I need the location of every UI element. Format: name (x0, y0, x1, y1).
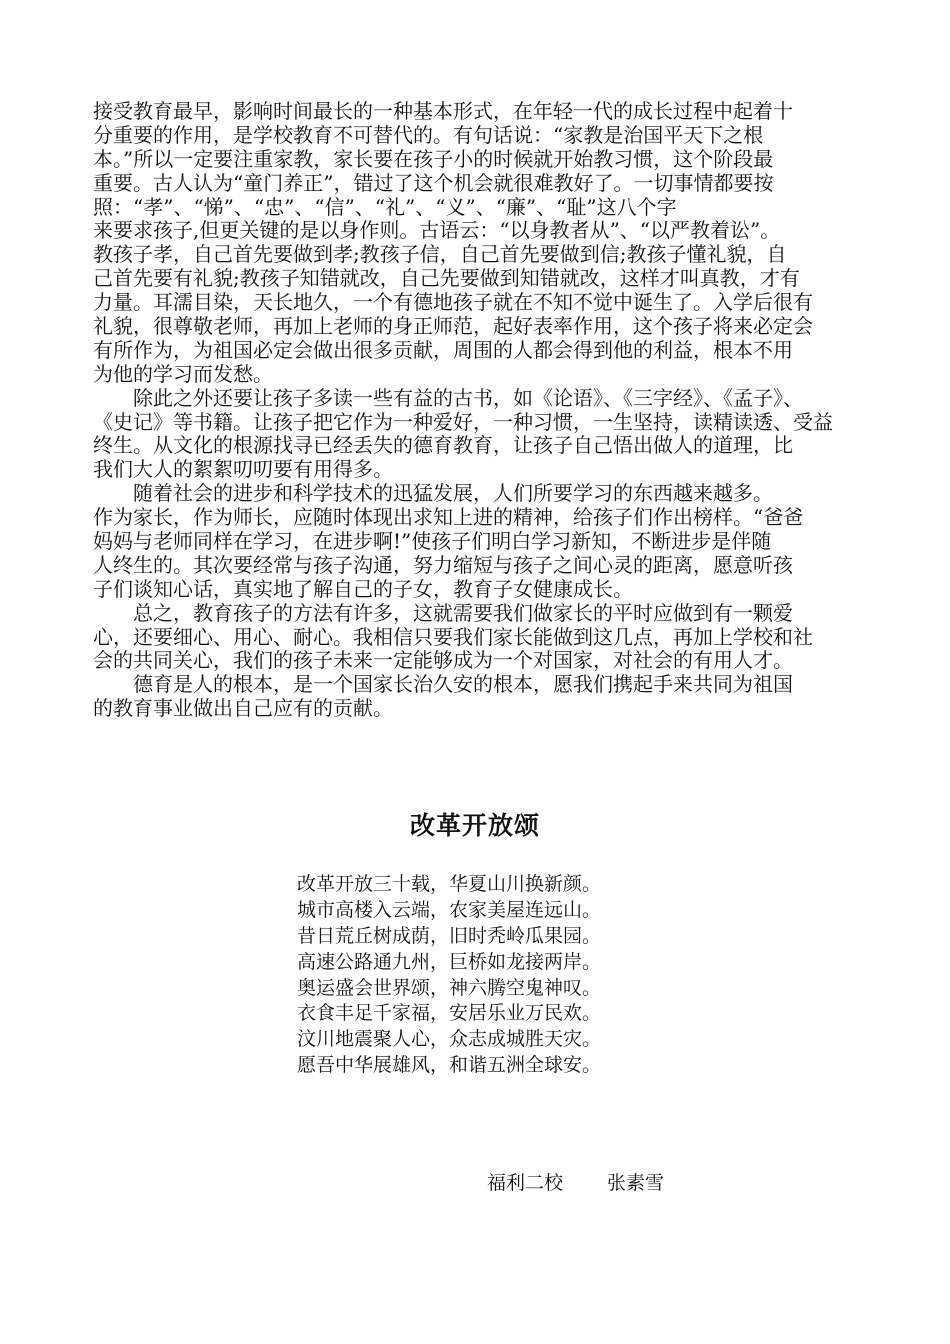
poem-line: 衣食丰足千家福，安居乐业万民欢。 (297, 1002, 602, 1025)
text-line: 来要求孩子,但更关键的是以身作则。古语云：“以身教者从”、“以严教着讼”。 (93, 218, 781, 243)
text-line: 己首先要有礼貌;教孩子知错就改，自己先要做到知错就改，这样才叫真教，才有 (93, 266, 800, 291)
text-line: 力量。耳濡目染，天长地久，一个有德地孩子就在不知不觉中诞生了。入学后很有 (93, 290, 813, 315)
poem-body (297, 872, 601, 1079)
text-line: 终生。从文化的根源找寻已经丢失的德育教育，让孩子自己悟出做人的道理，比 (93, 433, 793, 458)
signature (487, 1168, 664, 1195)
text-line: 礼貌，很尊敬老师，再加上老师的身正师范，起好表率作用，这个孩子将来必定会 (93, 314, 813, 339)
text-line: 《史记》等书籍。让孩子把它作为一种爱好，一种习惯，一生坚持，读精读透、受益 (93, 409, 833, 434)
text-line: 重要。古人认为“童门养正”，错过了这个机会就很难教好了。一切事情都要按 (93, 170, 774, 195)
paragraph (93, 673, 873, 721)
text-line: 随着社会的进步和科学技术的迅猛发展，人们所要学习的东西越来越多。 (133, 481, 773, 506)
text-line: 照：“孝”、“悌”、“忠”、“信”、“礼”、“义”、“廉”、“耻”这八个字 (93, 194, 677, 219)
text-line: 心，还要细心、用心、耐心。我相信只要我们家长能做到这几点，再加上学校和社 (93, 624, 813, 649)
text-line: 子们谈知心话，真实地了解自己的子女，教育子女健康成长。 (93, 576, 633, 601)
text-line: 除此之外还要让孩子多读一些有益的古书，如《论语》、《三字经》、《孟子》、 (133, 385, 803, 410)
text-line: 人终生的。其次要经常与孩子沟通，努力缩短与孩子之间心灵的距离，愿意听孩 (93, 552, 793, 577)
author-name: 张素雪 (607, 1172, 665, 1194)
text-line: 德育是人的根本，是一个国家长治久安的根本，愿我们携起手来共同为祖国 (133, 672, 793, 697)
text-line: 作为家长，作为师长，应随时体现出求知上进的精神，给孩子们作出榜样。“爸爸 (93, 505, 804, 530)
text-line: 教孩子孝，自己首先要做到孝;教孩子信，自己首先要做到信;教孩子懂礼貌，自 (93, 242, 787, 267)
text-line: 我们大人的絮絮叨叨要有用得多。 (93, 457, 393, 482)
text-line: 有所作为，为祖国必定会做出很多贡献，周围的人都会得到他的利益，根本不用 (93, 337, 793, 362)
paragraph (93, 482, 873, 601)
poem-line: 奥运盛会世界颂，神六腾空鬼神叹。 (297, 976, 602, 999)
essay-body (93, 100, 873, 721)
poem-line: 汶川地震聚人心，众志成城胜天灾。 (297, 1028, 602, 1051)
paragraph (93, 100, 873, 387)
poem-line: 改革开放三十载，华夏山川换新颜。 (297, 873, 602, 895)
text-line: 会的共同关心，我们的孩子未来一定能够成为一个对国家，对社会的有用人才。 (93, 648, 793, 673)
poem-line: 愿吾中华展雄风，和谐五洲全球安。 (297, 1054, 602, 1077)
text-line: 本。”所以一定要注重家教，家长要在孩子小的时候就开始教习惯，这个阶段最 (93, 146, 774, 171)
poem-line: 昔日荒丘树成荫，旧时秃岭瓜果园。 (297, 924, 602, 947)
text-line: 的教育事业做出自己应有的贡献。 (93, 696, 393, 721)
paragraph (93, 602, 873, 674)
poem-line: 城市高楼入云端，农家美屋连远山。 (297, 898, 602, 921)
text-line: 总之，教育孩子的方法有许多，这就需要我们做家长的平时应做到有一颗爱 (133, 600, 793, 625)
paragraph (93, 387, 873, 483)
text-line: 分重要的作用，是学校教育不可替代的。有句话说：“家教是治国平天下之根 (93, 122, 764, 147)
text-line: 接受教育最早，影响时间最长的一种基本形式，在年轻一代的成长过程中起着十 (93, 99, 793, 123)
poem-title: 改革开放颂 (409, 811, 540, 840)
text-line: 为他的学习而发愁。 (93, 361, 273, 386)
poem-line: 高速公路通九州，巨桥如龙接两岸。 (297, 950, 602, 973)
text-line: 妈妈与老师同样在学习，在进步啊!”使孩子们明白学习新知，不断进步是伴随 (93, 529, 772, 554)
school-name: 福利二校 (487, 1172, 564, 1194)
